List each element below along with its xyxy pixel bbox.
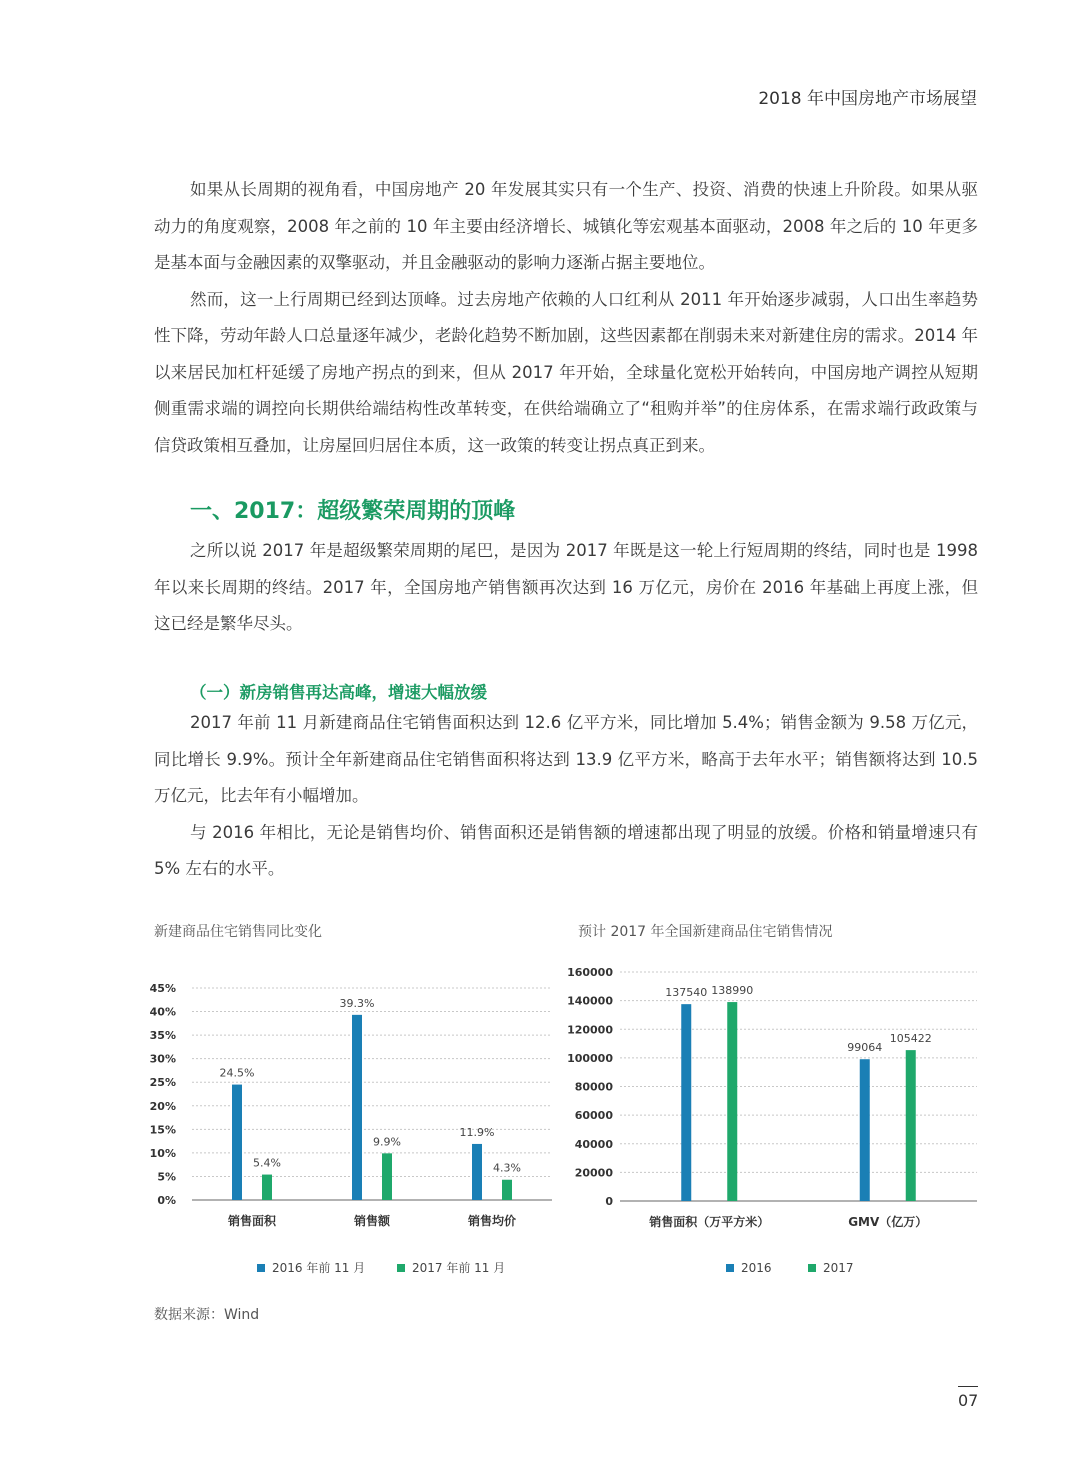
y-tick-label: 5% (157, 1170, 176, 1184)
data-label: 99064 (847, 1041, 883, 1055)
y-tick-label: 15% (149, 1123, 176, 1137)
bar (232, 1085, 242, 1200)
chart1-bar-chart (140, 960, 565, 1290)
legend-label: 2016 (741, 1261, 772, 1275)
data-label: 39.3% (339, 996, 375, 1010)
y-tick-label: 20000 (574, 1166, 613, 1180)
data-label: 105422 (889, 1032, 932, 1046)
y-tick-label: 35% (149, 1029, 176, 1043)
x-tick-label: 销售面积 (227, 1214, 277, 1228)
bar (727, 1002, 737, 1201)
data-label: 137540 (665, 986, 708, 1000)
page-number-rule (958, 1386, 978, 1387)
intro-text (154, 172, 978, 464)
data-label: 24.5% (219, 1066, 255, 1080)
data-label: 138990 (711, 984, 754, 998)
intro-paragraph-2: 然而，这一上行周期已经到达顶峰。过去房地产依赖的人口红利从 2011 年开始逐步减弱，人口出生率趋势性下降，劳动年龄人口总量逐年减少，老龄化趋势不断加剧，这些因素都在削弱未来对新建住房的需求。2014 年以来居民加杠杆延缓了房地产拐点的到来，但从 2017 年开始，全球量化宽松开始转向，中国房地产调控从短期侧重需求端的调控向长期供给端结构性改革转变，在供给端确立了“租购并举”的住房体系，在需求端行政政策与信贷政策相互叠加，让房屋回归居住本质，这一政策的转变让拐点真正到来。 (154, 289, 978, 455)
y-tick-label: 100000 (567, 1051, 613, 1065)
legend-swatch (397, 1264, 405, 1272)
y-tick-label: 160000 (567, 966, 613, 979)
data-source: 数据来源：Wind (154, 1307, 260, 1323)
subsection-paragraph-2: 与 2016 年相比，无论是销售均价、销售面积还是销售额的增速都出现了明显的放缓。价格和销量增速只有 5% 左右的水平。 (154, 822, 978, 878)
legend-swatch (257, 1264, 265, 1272)
y-tick-label: 40% (149, 1005, 176, 1019)
section-text (154, 533, 978, 643)
y-tick-label: 0 (605, 1195, 613, 1208)
section-paragraph: 之所以说 2017 年是超级繁荣周期的尾巴，是因为 2017 年既是这一轮上行短周期的终结，同时也是 1998 年以来长周期的终结。2017 年，全国房地产销售额再次达到 16 万亿元，房价在 2016 年基础上再度上涨，但这已经是繁华尽头。 (154, 541, 978, 633)
intro-paragraph-1: 如果从长周期的视角看，中国房地产 20 年发展其实只有一个生产、投资、消费的快速上升阶段。如果从驱动力的角度观察，2008 年之前的 10 年主要由经济增长、城镇化等宏观基本面驱动，2008 年之后的 10 年更多是基本面与金融因素的双擎驱动，并且金融驱动的影响力逐渐占据主要地位。 (154, 180, 978, 272)
y-tick-label: 0% (157, 1194, 176, 1207)
x-tick-label: 销售均价 (467, 1214, 517, 1228)
y-tick-label: 10% (149, 1146, 176, 1160)
bar (860, 1059, 870, 1201)
legend-label: 2016 年前 11 月 (272, 1261, 366, 1275)
bar (502, 1180, 512, 1200)
section-heading: 一、2017：超级繁荣周期的顶峰 (190, 499, 516, 524)
chart1-title: 新建商品住宅销售同比变化 (154, 924, 322, 940)
x-tick-label: 销售额 (353, 1214, 391, 1228)
data-label: 5.4% (253, 1156, 281, 1170)
bar (382, 1153, 392, 1200)
data-label: 11.9% (459, 1125, 495, 1139)
subsection-heading: （一）新房销售再达高峰，增速大幅放缓 (190, 683, 487, 702)
x-tick-label: 销售面积（万平方米） (649, 1215, 770, 1229)
data-label: 4.3% (493, 1161, 521, 1175)
y-tick-label: 80000 (574, 1080, 613, 1094)
y-tick-label: 120000 (567, 1023, 613, 1037)
bar (472, 1144, 482, 1200)
y-tick-label: 20% (149, 1099, 176, 1113)
subsection-paragraph-1: 2017 年前 11 月新建商品住宅销售面积达到 12.6 亿平方米，同比增加 5.4%；销售金额为 9.58 万亿元，同比增长 9.9%。预计全年新建商品住宅销售面积将达到 13.9 亿平方米，略高于去年水平；销售额将达到 10.5 万亿元，比去年有小幅增加。 (154, 713, 978, 805)
y-tick-label: 45% (149, 982, 176, 995)
chart2-title: 预计 2017 年全国新建商品住宅销售情况 (578, 924, 833, 940)
header-title: 2018 年中国房地产市场展望 (758, 89, 977, 109)
y-tick-label: 60000 (574, 1109, 613, 1123)
bar (681, 1004, 691, 1201)
legend-swatch (808, 1264, 816, 1272)
bar (906, 1050, 916, 1201)
page-number: 07 (958, 1391, 979, 1410)
y-tick-label: 25% (149, 1076, 176, 1090)
data-label: 9.9% (373, 1135, 401, 1149)
chart2-bar-chart (565, 955, 990, 1290)
y-tick-label: 140000 (567, 994, 613, 1008)
x-tick-label: GMV（亿万） (848, 1215, 928, 1229)
bar (262, 1175, 272, 1200)
legend-swatch (726, 1264, 734, 1272)
y-tick-label: 30% (149, 1052, 176, 1066)
legend-label: 2017 (823, 1261, 854, 1275)
y-tick-label: 40000 (574, 1137, 613, 1151)
subsection-text (154, 705, 978, 888)
bar (352, 1015, 362, 1200)
legend-label: 2017 年前 11 月 (412, 1261, 506, 1275)
